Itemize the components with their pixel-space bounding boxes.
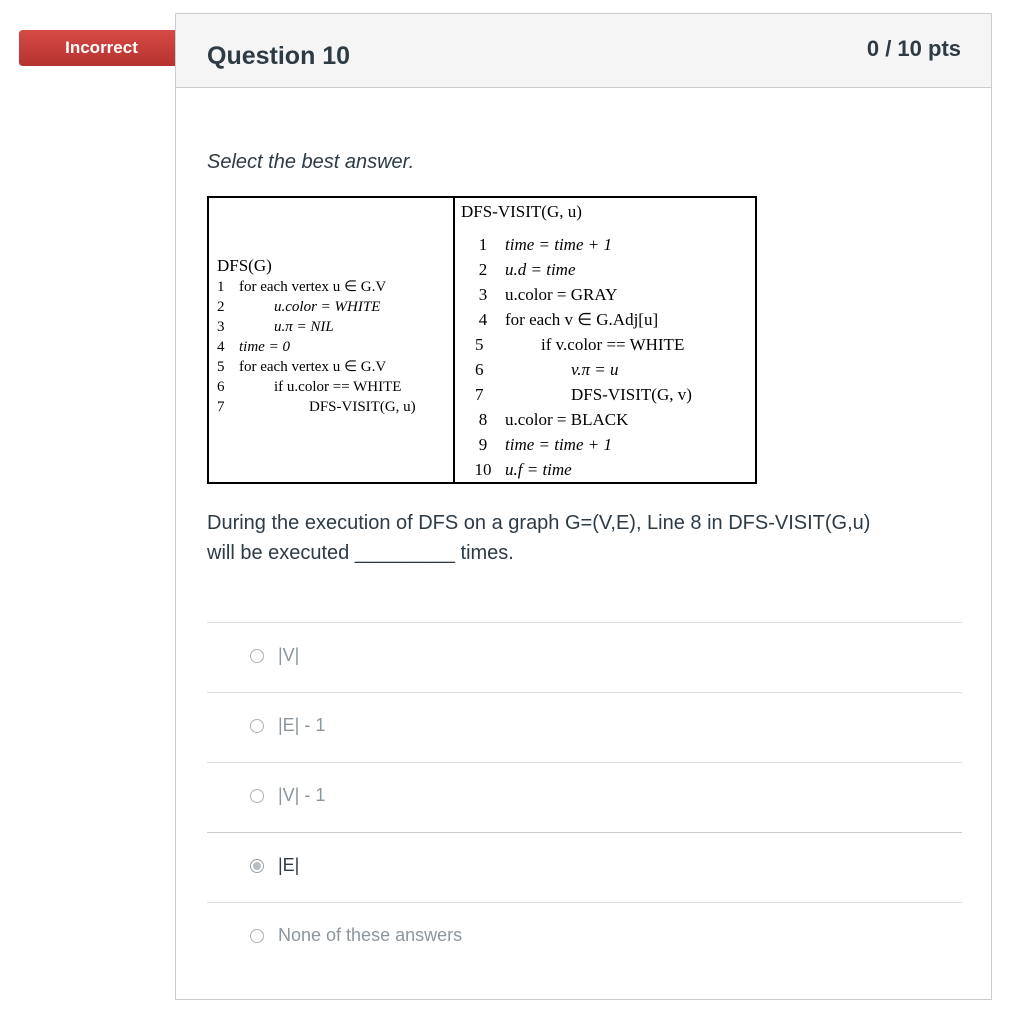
question-card [175,13,992,1000]
option-label: None of these answers [278,925,463,945]
algorithm-figure [207,196,757,484]
statement-line: During the execution of DFS on a graph G=(V,E), Line 8 in DFS-VISIT(G,u) [207,512,871,534]
dfs-visit-line: 10 u.f = time [474,460,572,479]
question-title: Question 10 [207,42,351,70]
dfs-visit-line: 4 for each v ∈ G.Adj[u] [478,310,659,329]
dfs-visit-line: 7 DFS-VISIT(G, v) [475,385,692,404]
radio-unselected-icon[interactable] [250,719,264,733]
dfs-visit-code [461,232,692,482]
dfs-line: 2 u.color = WHITE [217,299,381,315]
statement-line: will be executed _________ times. [207,542,514,564]
radio-unselected-icon[interactable] [250,649,264,663]
dfs-visit-line: 6 v.π = u [475,360,619,379]
dfs-panel [209,198,455,482]
radio-selected-icon[interactable] [250,859,264,873]
dfs-line: 5 for each vertex u ∈ G.V [217,359,387,375]
dfs-visit-line: 8 u.color = BLACK [478,410,629,429]
dfs-visit-line: 5 if v.color == WHITE [475,335,685,354]
badge-label: Incorrect [65,38,138,57]
dfs-line: 1 for each vertex u ∈ G.V [217,279,387,295]
question-statement [207,508,967,568]
dfs-line: 4 time = 0 [217,339,290,355]
answer-option-none[interactable] [207,902,962,973]
option-label: |V| - 1 [278,785,326,805]
dfs-line: 3 u.π = NIL [217,319,334,335]
answer-option-e[interactable] [207,832,962,903]
option-label: |V| [278,645,300,665]
option-label: |E| - 1 [278,715,326,735]
question-instruction: Select the best answer. [207,151,415,173]
radio-unselected-icon[interactable] [250,929,264,943]
answer-option-e-minus-1[interactable] [207,692,962,763]
question-points: 0 / 10 pts [866,36,961,61]
dfs-line: 6 if u.color == WHITE [217,379,402,395]
dfs-code [217,277,416,417]
dfs-visit-line: 2 u.d = time [478,260,576,279]
dfs-visit-panel [455,198,755,482]
dfs-visit-title: DFS-VISIT(G, u) [461,202,582,221]
option-label: |E| [278,855,300,875]
question-header [176,14,991,88]
radio-unselected-icon[interactable] [250,789,264,803]
incorrect-badge [19,30,175,66]
answer-option-v-minus-1[interactable] [207,762,962,833]
dfs-visit-line: 3 u.color = GRAY [478,285,618,304]
dfs-line: 7 DFS-VISIT(G, u) [217,399,416,415]
dfs-title: DFS(G) [217,256,272,275]
dfs-visit-line: 1 time = time + 1 [478,235,612,254]
answer-option-v[interactable] [207,622,962,693]
dfs-visit-line: 9 time = time + 1 [478,435,612,454]
